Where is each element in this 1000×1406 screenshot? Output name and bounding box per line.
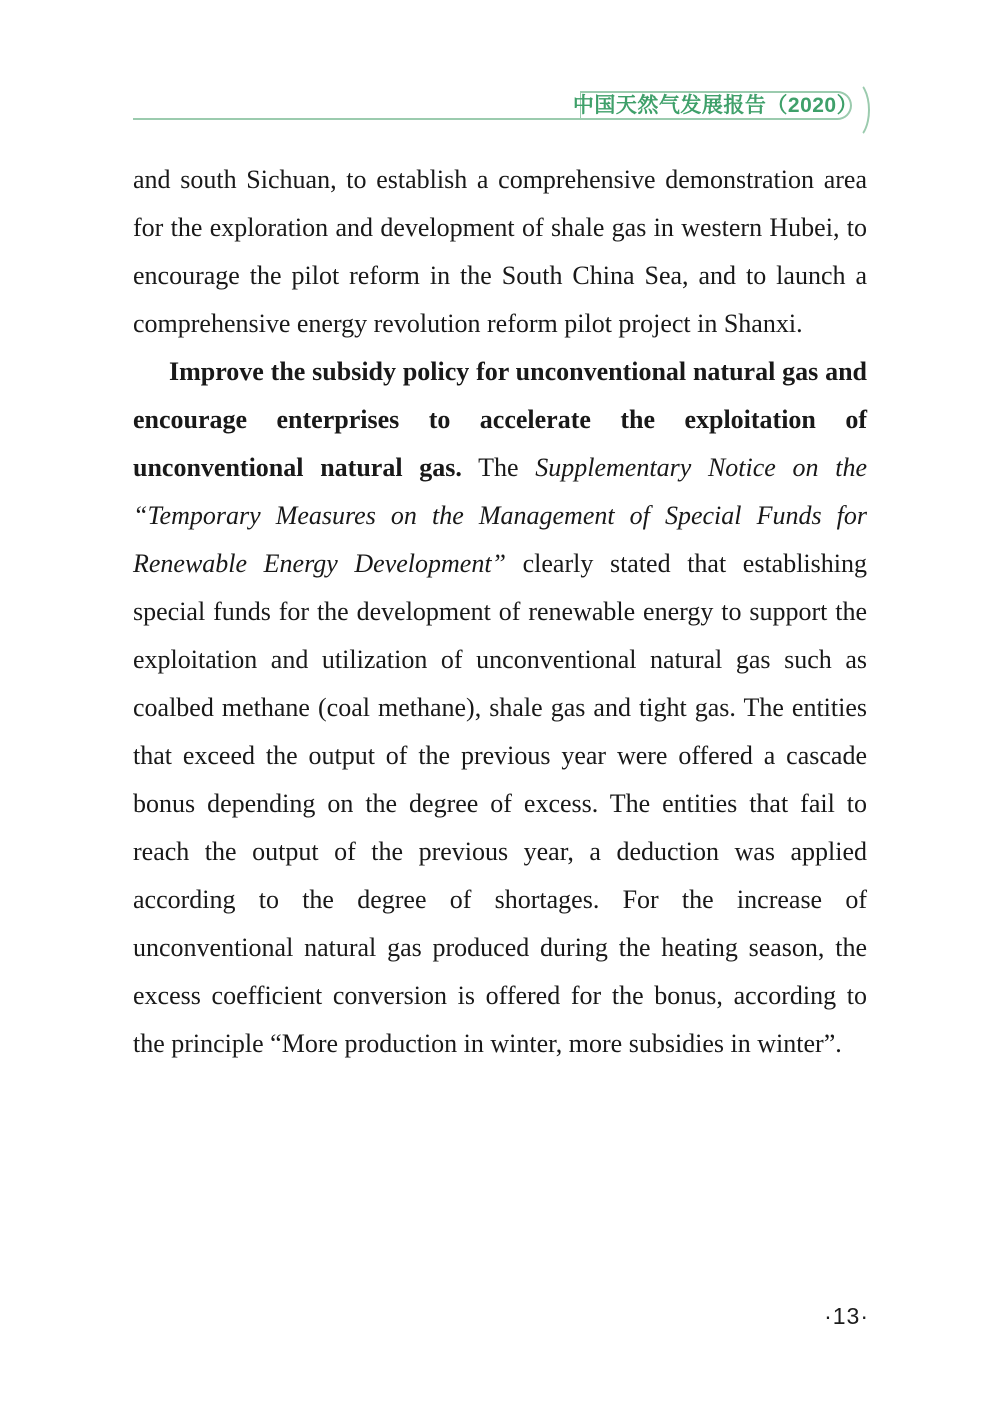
paragraph-regular-2: clearly stated that establishing special funds for the development of renewable energy to support the exploitation and utilization of unconventional natural gas such as coalbed methane (coal methane), shale gas and tight gas. The entities that exceed the output of the previous year were offered a cascade bonus depending on the degree of excess. The entities that fail to reach the output of the previous year, a deduction was applied according to the degree of shortages. For the increase of unconventional natural gas produced during the heating season, the excess coefficient conversion is offered for the bonus, according to the principle “More production in winter, more subsidies in winter”. bbox=[133, 549, 867, 1058]
paragraph-subsidy-policy bbox=[133, 348, 867, 1068]
page-body bbox=[133, 156, 867, 1068]
header-rule bbox=[133, 118, 582, 120]
paragraph-regular-1: The bbox=[461, 453, 536, 482]
header-title-tab bbox=[572, 91, 859, 120]
paragraph-lead-bold: Improve the subsidy policy for unconventional natural gas and encourage enterprises to accelerate the exploitation of unconventional natural gas. bbox=[133, 357, 867, 482]
page-number: ·13· bbox=[824, 1303, 869, 1329]
report-title: 中国天然气发展报告（2020） bbox=[572, 94, 859, 117]
document-title-italic: Supplementary Notice on the “Temporary Measures on the Management of Special Funds for Renewable Energy Development” bbox=[133, 453, 867, 578]
header-arc-decoration bbox=[838, 80, 870, 140]
paragraph-continuation: and south Sichuan, to establish a comprehensive demonstration area for the exploration and development of shale gas in western Hubei, to encourage the pilot reform in the South China Sea, and to launch a comprehensive energy revolution reform pilot project in Shanxi. bbox=[133, 165, 867, 338]
